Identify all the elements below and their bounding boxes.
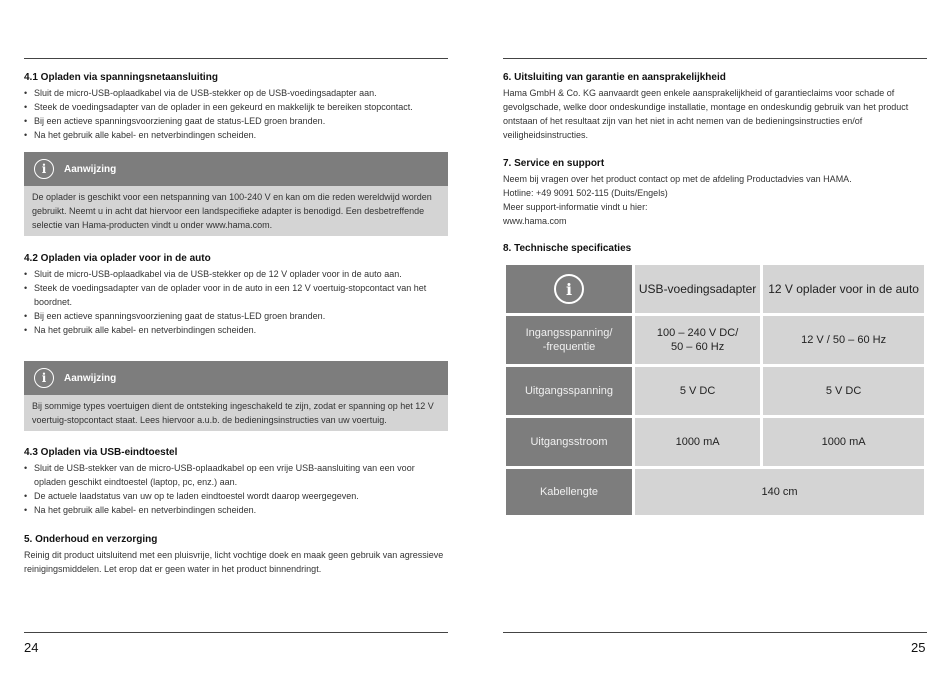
- info-icon: i: [34, 159, 54, 179]
- list-item: • Bij een actieve spanningsvoorziening gaat de status-LED groen branden.: [24, 309, 448, 323]
- section-7: [503, 158, 927, 228]
- note-box-1: [24, 152, 448, 236]
- list-item: • Steek de voedingsadapter van de oplader in een gekeurd en makkelijk te bereiken stopcontact.: [24, 100, 448, 114]
- note-title: Aanwijzing: [64, 163, 117, 175]
- column-header: USB-voedingsadapter: [635, 265, 760, 313]
- list-item: • Na het gebruik alle kabel- en netverbindingen scheiden.: [24, 323, 448, 337]
- section-text: Reinig dit product uitsluitend met een pluisvrije, licht vochtige doek en maak geen gebruik van agressieve reinigingsmiddelen. Let erop dat er geen water in het product binnendringt.: [24, 550, 444, 574]
- info-icon: i: [34, 368, 54, 388]
- section-4-2: [24, 253, 448, 337]
- section-4-1: [24, 72, 448, 142]
- section-6: [503, 72, 927, 142]
- top-rule: [24, 58, 448, 59]
- table-cell: 1000 mA: [635, 418, 760, 466]
- hotline-text: Hotline: +49 9091 502-115 (Duits/Engels): [503, 188, 668, 198]
- row-label: Ingangsspanning/ -frequentie: [506, 316, 632, 364]
- row-label: Uitgangsstroom: [506, 418, 632, 466]
- note-title: Aanwijzing: [64, 372, 117, 384]
- table-cell: 5 V DC: [763, 367, 924, 415]
- list-item: • Bij een actieve spanningsvoorziening gaat de status-LED groen branden.: [24, 114, 448, 128]
- section-title: 8. Technische specificaties: [503, 243, 632, 254]
- section-title: 6. Uitsluiting van garantie en aansprakelijkheid: [503, 72, 726, 83]
- page-number: 25: [911, 640, 926, 655]
- column-header: 12 V oplader voor in de auto: [763, 265, 924, 313]
- section-line: Neem bij vragen over het product contact op met de afdeling Productadvies van HAMA.: [503, 174, 852, 184]
- spec-table: [503, 262, 927, 518]
- page-number: 24: [24, 640, 39, 655]
- section-title: 7. Service en support: [503, 158, 605, 169]
- right-page: [475, 0, 950, 682]
- bottom-rule: [24, 632, 448, 633]
- note-header: [24, 361, 448, 395]
- note-text: Bij sommige types voertuigen dient de ontsteking ingeschakeld te zijn, zodat er spanning op het 12 V voertuig-stopcontact staat. Lees hiervoor a.u.b. de bedieningsinstructies van uw voertuig.: [24, 395, 448, 431]
- table-cell: 140 cm: [635, 469, 924, 515]
- section-8: [503, 243, 927, 257]
- section-4-3: [24, 447, 448, 517]
- list-item: • Na het gebruik alle kabel- en netverbindingen scheiden.: [24, 128, 448, 142]
- list-item: • Steek de voedingsadapter van de oplader voor in de auto in een 12 V voertuig-stopcontact van het boordnet.: [24, 281, 448, 309]
- list-item: • Sluit de USB-stekker van de micro-USB-oplaadkabel op een vrije USB-aansluiting van een voor opladen geschikt eindtoestel (laptop, pc, enz.) aan.: [24, 461, 448, 489]
- section-line: Meer support-informatie vindt u hier:: [503, 202, 648, 212]
- table-cell: 12 V / 50 – 60 Hz: [763, 316, 924, 364]
- table-corner: [506, 265, 632, 313]
- list-item: • De actuele laadstatus van uw op te laden eindtoestel wordt daarop weergegeven.: [24, 489, 448, 503]
- note-box-2: [24, 361, 448, 431]
- section-title: 5. Onderhoud en verzorging: [24, 534, 158, 545]
- table-cell: 5 V DC: [635, 367, 760, 415]
- list-item: • Na het gebruik alle kabel- en netverbindingen scheiden.: [24, 503, 448, 517]
- note-header: [24, 152, 448, 186]
- list-item: • Sluit de micro-USB-oplaadkabel via de USB-stekker op de USB-voedingsadapter aan.: [24, 86, 448, 100]
- section-title: 4.3 Opladen via USB-eindtoestel: [24, 447, 178, 458]
- bottom-rule: [503, 632, 927, 633]
- note-text: De oplader is geschikt voor een netspanning van 100-240 V en kan om die reden wereldwijd worden gebruikt. Neemt u in acht dat hiervoor een landspecifieke adapter is benodigd. Een desbetreffende selectie van Hama-producten vindt u onder www.hama.com.: [24, 186, 448, 236]
- section-title: 4.1 Opladen via spanningsnetaansluiting: [24, 72, 218, 83]
- table-cell: 100 – 240 V DC/ 50 – 60 Hz: [635, 316, 760, 364]
- row-label: Uitgangsspanning: [506, 367, 632, 415]
- row-label: Kabellengte: [506, 469, 632, 515]
- info-icon: i: [554, 274, 584, 304]
- top-rule: [503, 58, 927, 59]
- section-5: [24, 534, 448, 576]
- list-item: • Sluit de micro-USB-oplaadkabel via de USB-stekker op de 12 V oplader voor in de auto aan.: [24, 267, 448, 281]
- table-cell: 1000 mA: [763, 418, 924, 466]
- section-title: 4.2 Opladen via oplader voor in de auto: [24, 253, 211, 264]
- section-text: Hama GmbH & Co. KG aanvaardt geen enkele aansprakelijkheid of garantieclaims voor schade of gevolgschade, welke door ondeskundige installatie, montage en ondeskundig gebruik van het product ontstaan of het resultaat zijn van het niet in acht nemen van de bedieningsinstructies en/of veiligheidsinstructies.: [503, 88, 909, 140]
- website-link[interactable]: www.hama.com: [503, 216, 567, 226]
